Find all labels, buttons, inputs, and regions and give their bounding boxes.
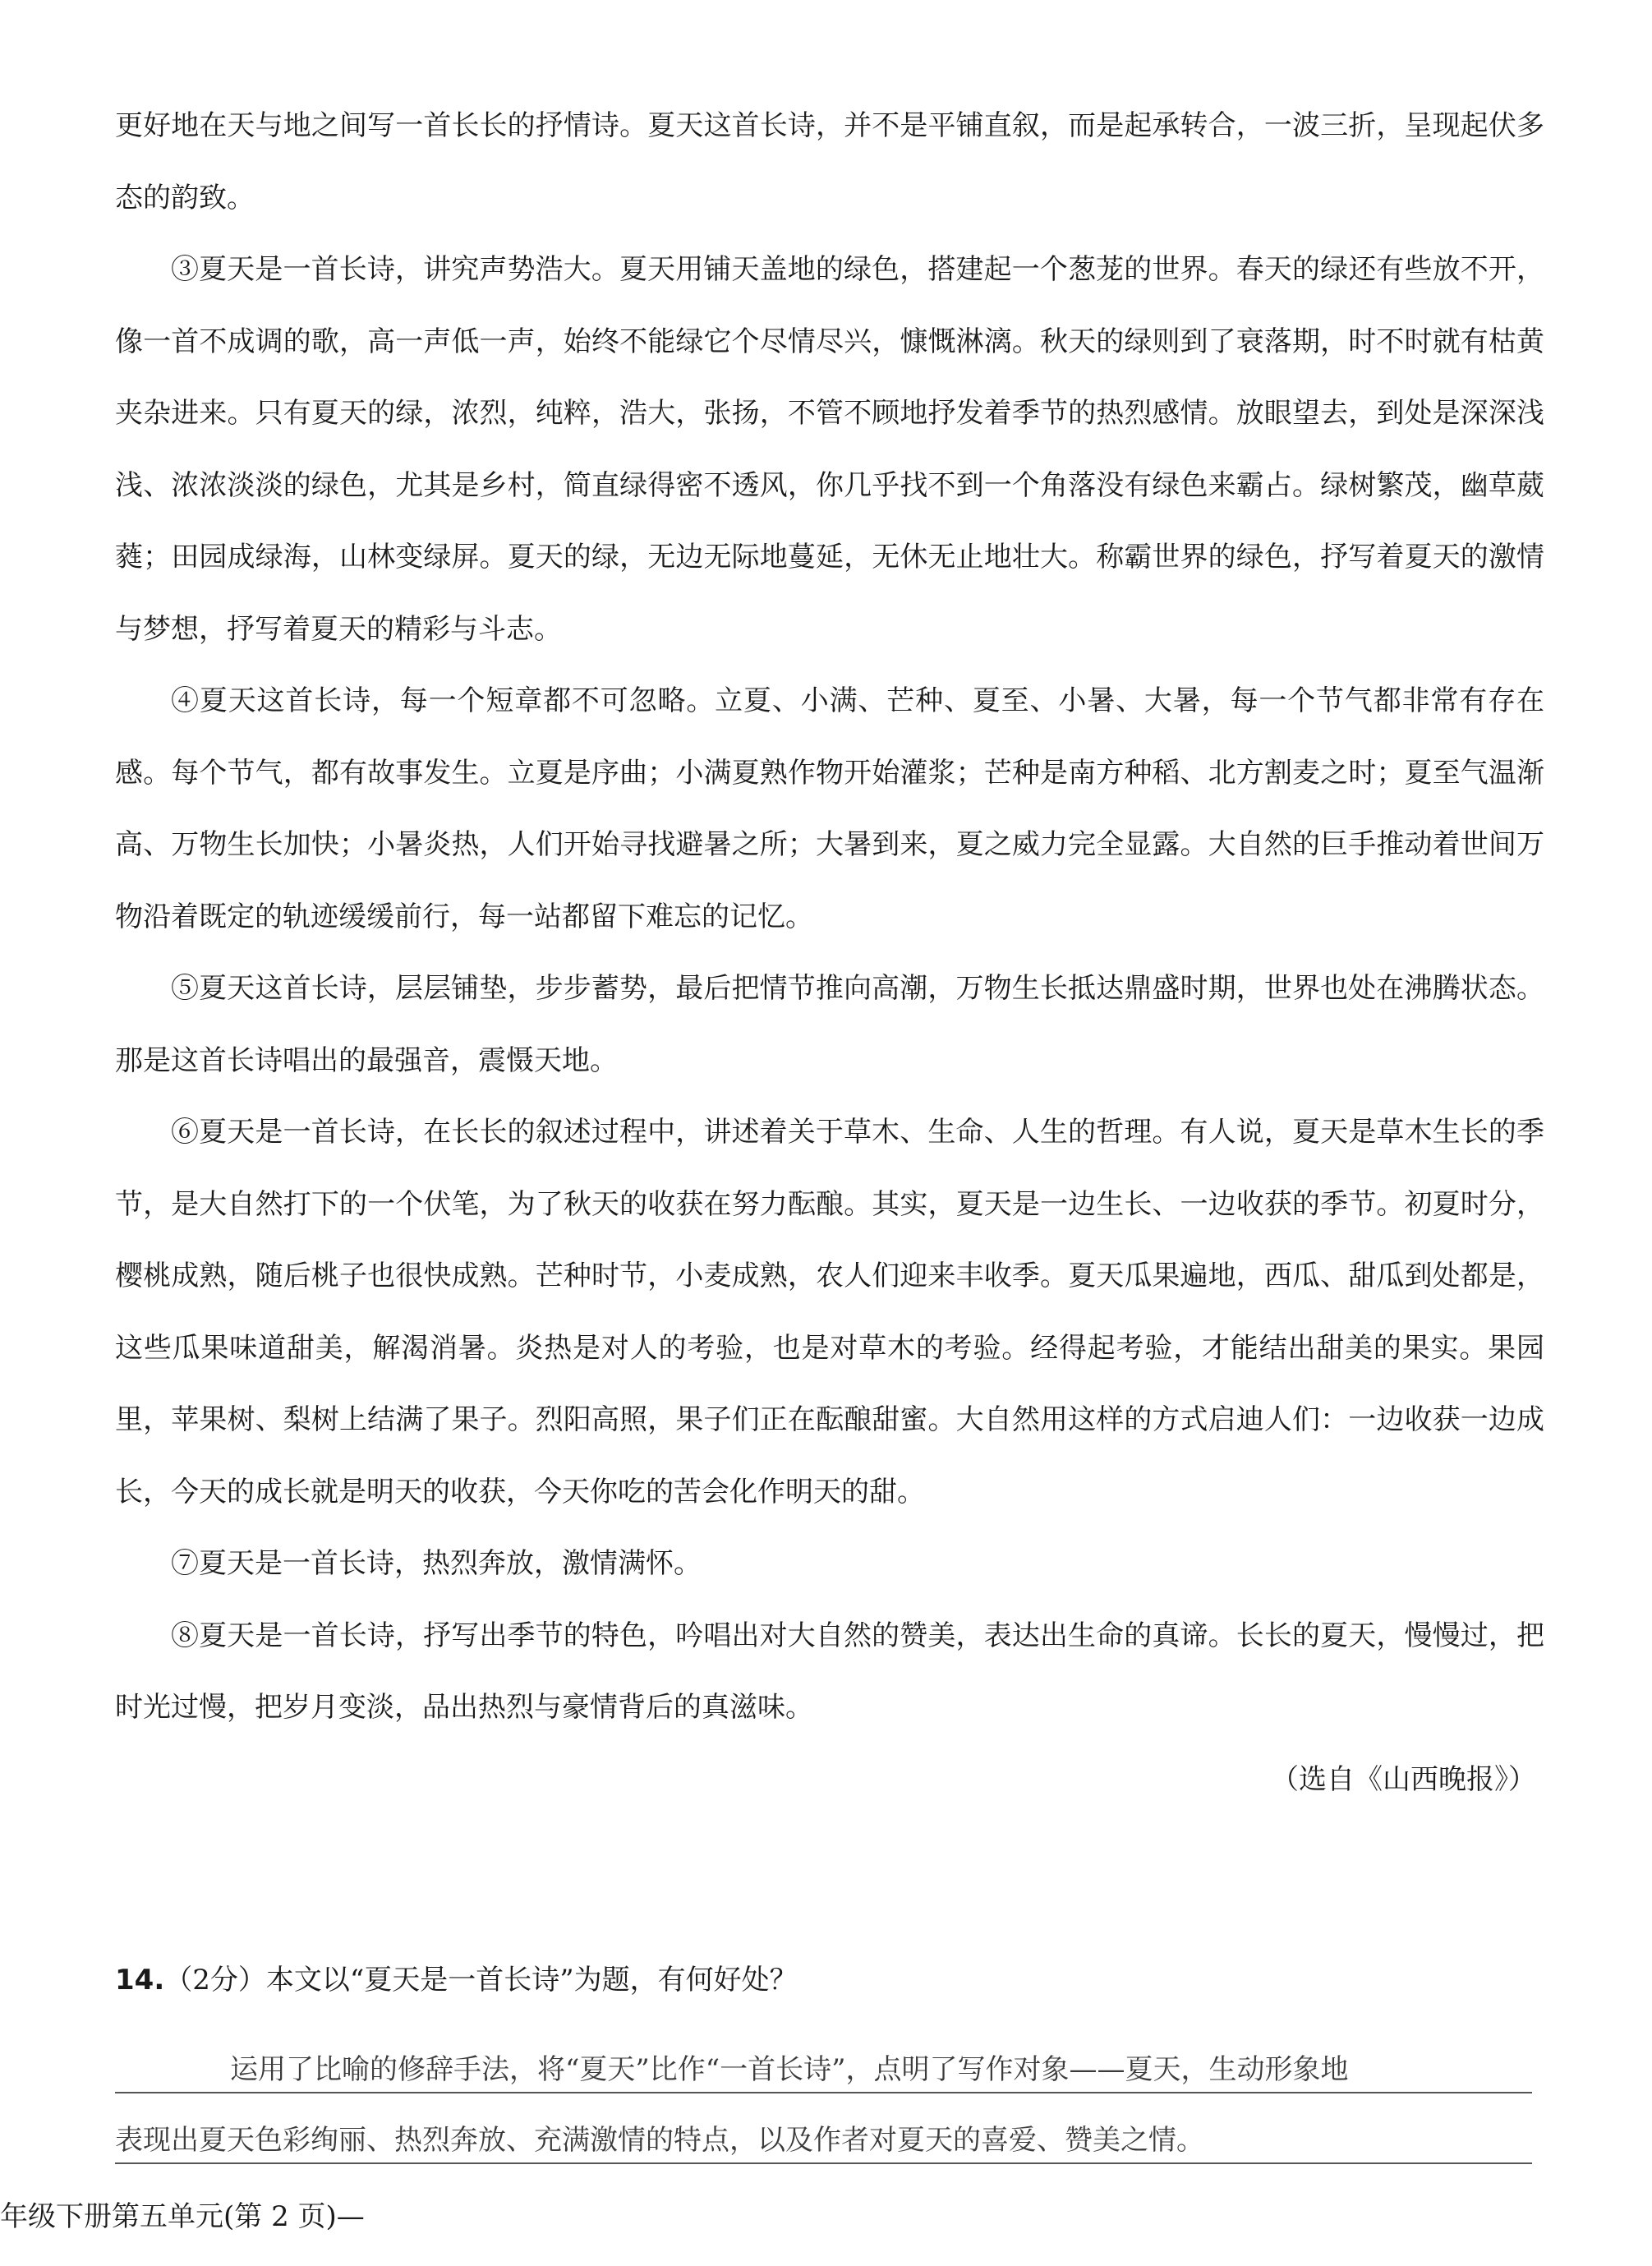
article-source: （选自《山西晚报》） (1271, 1762, 1536, 1796)
answer-text-1: 运用了比喻的修辞手法，将“夏天”比作“一首长诗”，点明了写作对象——夏天，生动形象地 (230, 2053, 1349, 2086)
question-14 (115, 1955, 1544, 2005)
answer-text-2: 表现出夏天色彩绚丽、热烈奔放、充满激情的特点，以及作者对夏天的喜爱、赞美之情。 (115, 2124, 1204, 2157)
answer-area (115, 2023, 1532, 2164)
answer-line-1 (115, 2023, 1532, 2093)
article-body (115, 90, 1544, 1816)
page-footer: 年级下册第五单元(第 2 页)— (0, 2200, 365, 2233)
paragraph-4: ④夏天这首长诗，每一个短章都不可忽略。立夏、小满、芒种、夏至、小暑、大暑，每一个节气都非常有存在感。每个节气，都有故事发生。立夏是序曲；小满夏熟作物开始灌浆；芒种是南方种稻、北方割麦之时；夏至气温渐高、万物生长加快；小暑炎热，人们开始寻找避暑之所；大暑到来，夏之威力完全显露。大自然的巨手推动着世间万物沿着既定的轨迹缓缓前行，每一站都留下难忘的记忆。 (115, 684, 1544, 933)
paragraph-5: ⑤夏天这首长诗，层层铺垫，步步蓄势，最后把情节推向高潮，万物生长抵达鼎盛时期，世界也处在沸腾状态。那是这首长诗唱出的最强音，震慑天地。 (115, 972, 1544, 1077)
paragraph-continued: 更好地在天与地之间写一首长长的抒情诗。夏天这首长诗，并不是平铺直叙，而是起承转合，一波三折，呈现起伏多态的韵致。 (115, 109, 1544, 214)
answer-line-2 (115, 2093, 1532, 2164)
paragraph-3: ③夏天是一首长诗，讲究声势浩大。夏天用铺天盖地的绿色，搭建起一个葱茏的世界。春天的绿还有些放不开，像一首不成调的歌，高一声低一声，始终不能绿它个尽情尽兴，慷慨淋漓。秋天的绿则到了衰落期，时不时就有枯黄夹杂进来。只有夏天的绿，浓烈，纯粹，浩大，张扬，不管不顾地抒发着季节的热烈感情。放眼望去，到处是深深浅浅、浓浓淡淡的绿色，尤其是乡村，简直绿得密不透风，你几乎找不到一个角落没有绿色来霸占。绿树繁茂，幽草葳蕤；田园成绿海，山林变绿屏。夏天的绿，无边无际地蔓延，无休无止地壮大。称霸世界的绿色，抒写着夏天的激情与梦想，抒写着夏天的精彩与斗志。 (115, 253, 1544, 646)
question-number: 14. (115, 1964, 165, 1997)
paragraph-7: ⑦夏天是一首长诗，热烈奔放，激情满怀。 (171, 1547, 702, 1580)
question-text: （2分）本文以“夏天是一首长诗”为题，有何好处？ (164, 1964, 798, 1997)
paragraph-8: ⑧夏天是一首长诗，抒写出季节的特色，吟唱出对大自然的赞美，表达出生命的真谛。长长的夏天，慢慢过，把时光过慢，把岁月变淡，品出热烈与豪情背后的真滋味。 (115, 1619, 1544, 1724)
paragraph-6: ⑥夏天是一首长诗，在长长的叙述过程中，讲述着关于草木、生命、人生的哲理。有人说，夏天是草木生长的季节，是大自然打下的一个伏笔，为了秋天的收获在努力酝酿。其实，夏天是一边生长、一边收获的季节。初夏时分，樱桃成熟，随后桃子也很快成熟。芒种时节，小麦成熟，农人们迎来丰收季。夏天瓜果遍地，西瓜、甜瓜到处都是，这些瓜果味道甜美，解渴消暑。炎热是对人的考验，也是对草木的考验。经得起考验，才能结出甜美的果实。果园里，苹果树、梨树上结满了果子。烈阳高照，果子们正在酝酿甜蜜。大自然用这样的方式启迪人们：一边收获一边成长，今天的成长就是明天的收获，今天你吃的苦会化作明天的甜。 (115, 1116, 1544, 1508)
